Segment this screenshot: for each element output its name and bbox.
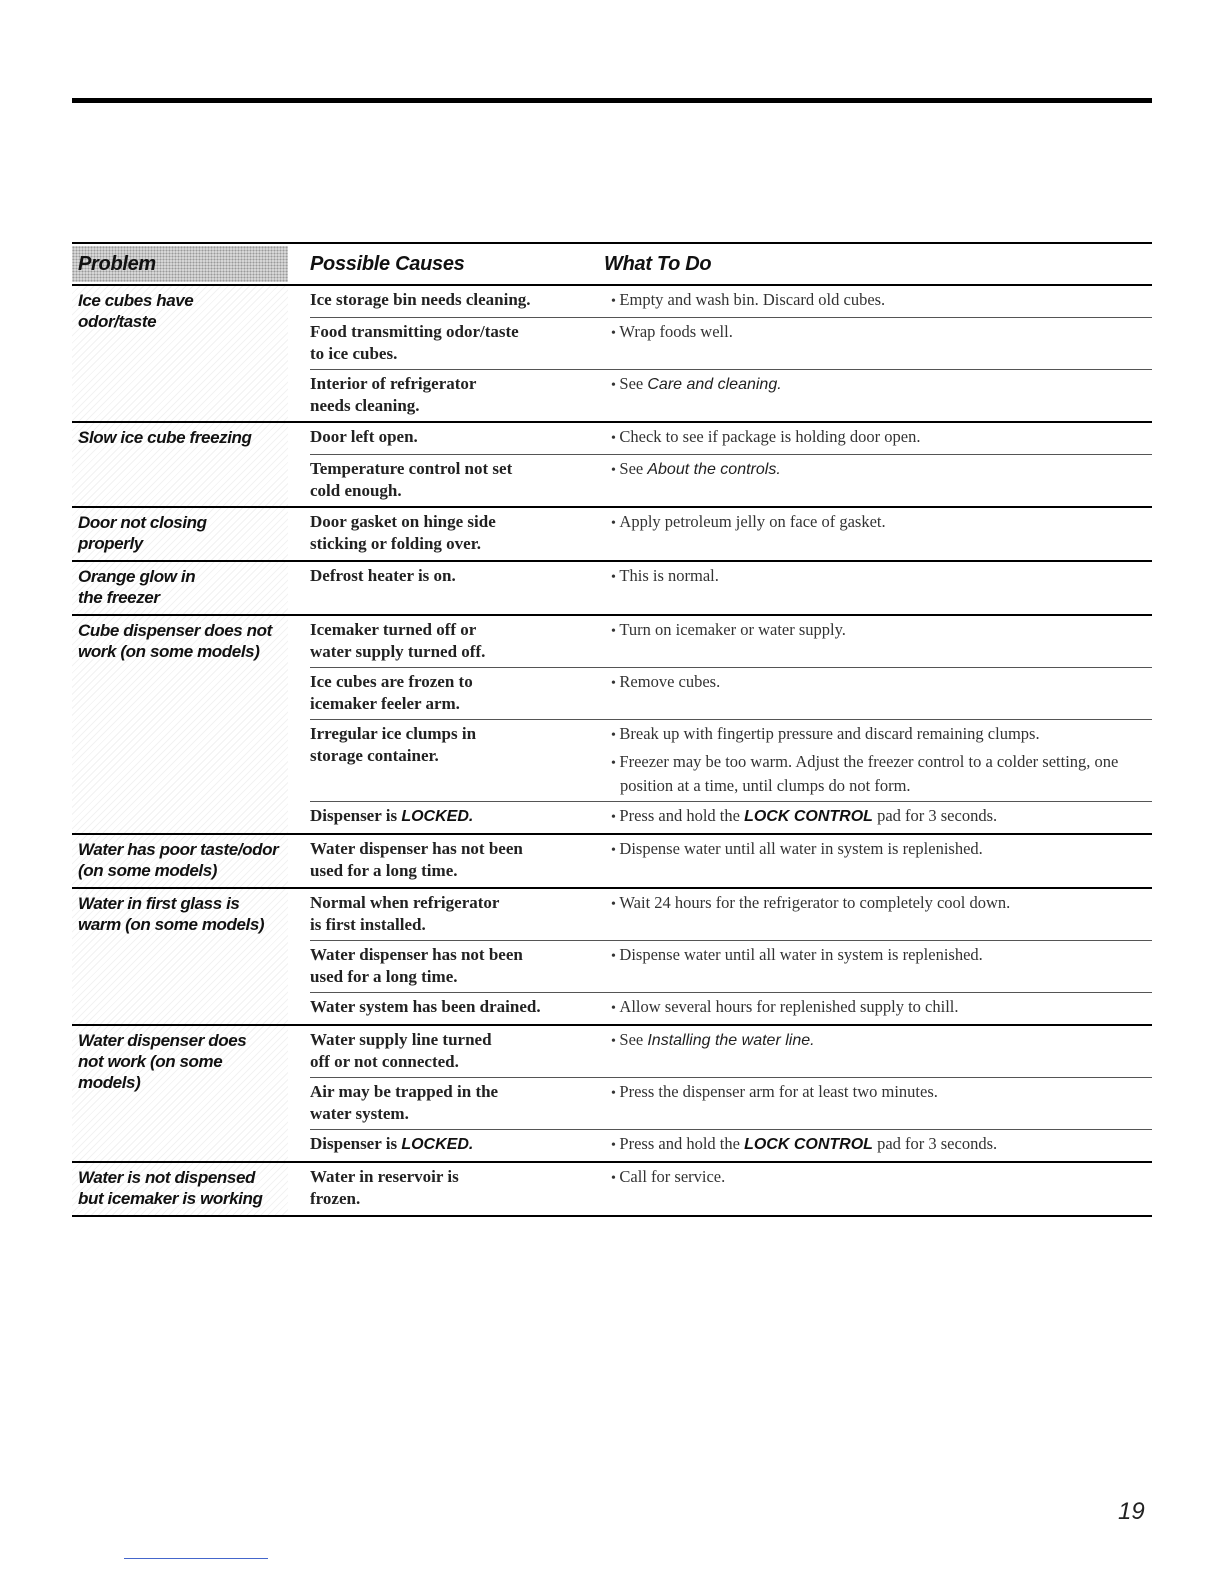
locked-emphasis: LOCKED. [401, 1136, 474, 1153]
bullet-icon: • [611, 1001, 620, 1016]
action-text: Remove cubes. [619, 672, 721, 691]
top-rule [72, 98, 1152, 103]
page-number: 19 [1118, 1498, 1145, 1525]
action-item [604, 751, 1152, 797]
what-to-do [604, 1166, 1152, 1210]
table-row [310, 835, 1152, 886]
possible-cause: Door left open. [310, 427, 418, 446]
action-text: Press and hold the [619, 806, 745, 825]
problem-cell [72, 616, 288, 833]
problem-label: Door not closing properly [78, 513, 207, 553]
bullet-icon: • [611, 431, 620, 446]
footer-line [124, 1558, 268, 1559]
cause-rows [310, 889, 1152, 1024]
action-text: Dispense water until all water in system is replenished. [619, 945, 983, 964]
problem-group [72, 286, 1152, 423]
table-row [310, 889, 1152, 940]
what-to-do [604, 426, 1152, 450]
cause-rows [310, 616, 1152, 833]
causes-header: Possible Causes [310, 252, 465, 275]
action-item [604, 458, 1152, 482]
bullet-icon: • [611, 756, 620, 771]
action-item [604, 1081, 1152, 1105]
cause-rows [310, 1026, 1152, 1161]
problem-group [72, 1026, 1152, 1163]
cause-rows [310, 423, 1152, 506]
action-item [604, 565, 1152, 589]
what-to-do [604, 838, 1152, 882]
what-to-do [604, 996, 1152, 1020]
action-text: Break up with fingertip pressure and discard remaining clumps. [619, 724, 1040, 743]
what-to-do [604, 944, 1152, 988]
table-row [310, 616, 1152, 667]
bullet-icon: • [611, 1034, 620, 1049]
table-row [310, 801, 1152, 833]
action-text: Freezer may be too warm. Adjust the freezer control to a colder setting, one position at a time, until clumps do not form. [619, 752, 1119, 795]
problem-group [72, 423, 1152, 508]
possible-cause: Normal when refrigerator is first installed. [310, 893, 500, 934]
what-to-do [604, 565, 1152, 589]
table-row [310, 719, 1152, 801]
bullet-icon: • [611, 326, 620, 341]
possible-cause: Food transmitting odor/taste to ice cubes. [310, 322, 519, 363]
cause-rows [310, 1163, 1152, 1215]
problem-group [72, 1163, 1152, 1217]
cause-rows [310, 562, 1152, 614]
table-row [310, 286, 1152, 317]
problem-label: Water dispenser does not work (on some models) [78, 1031, 247, 1092]
what-to-do [604, 1133, 1152, 1157]
possible-cause: Door gasket on hinge side sticking or folding over. [310, 512, 496, 553]
problem-cell [72, 889, 288, 1024]
action-item [604, 671, 1152, 695]
what-to-do [604, 289, 1152, 313]
bullet-icon: • [611, 570, 620, 585]
possible-cause: Interior of refrigerator needs cleaning. [310, 374, 477, 415]
problem-label: Water has poor taste/odor (on some models) [78, 840, 279, 880]
problem-cell [72, 508, 288, 560]
problem-label: Cube dispenser does not work (on some models) [78, 621, 272, 661]
problem-label: Ice cubes have odor/taste [78, 291, 194, 331]
action-text: pad for 3 seconds. [872, 806, 998, 825]
action-item [604, 892, 1152, 916]
table-row [310, 1026, 1152, 1077]
possible-cause: Water in reservoir is frozen. [310, 1167, 459, 1208]
table-row [310, 317, 1152, 369]
emphasis-text: LOCK CONTROL [744, 808, 873, 825]
problem-label: Slow ice cube freezing [78, 428, 252, 447]
possible-cause: Icemaker turned off or water supply turned off. [310, 620, 486, 661]
table-row [310, 508, 1152, 559]
problem-cell [72, 423, 288, 506]
possible-cause: Water supply line turned off or not connected. [310, 1030, 492, 1071]
problem-cell [72, 562, 288, 614]
what-to-do [604, 671, 1152, 715]
causes-header-cell [310, 253, 604, 276]
what-to-do [604, 723, 1152, 797]
problem-group [72, 616, 1152, 835]
problem-label: Water in first glass is warm (on some models) [78, 894, 265, 934]
problem-group [72, 835, 1152, 889]
problem-label: Orange glow in the freezer [78, 567, 196, 607]
table-row [310, 369, 1152, 421]
bullet-icon: • [611, 1138, 620, 1153]
action-item [604, 1029, 1152, 1053]
action-text: See [619, 459, 648, 478]
bullet-icon: • [611, 843, 620, 858]
problem-cell [72, 835, 288, 887]
action-text: Wrap foods well. [619, 322, 733, 341]
possible-cause: Ice cubes are frozen to icemaker feeler arm. [310, 672, 473, 713]
action-item [604, 723, 1152, 747]
problem-group [72, 562, 1152, 616]
possible-cause: Temperature control not set cold enough. [310, 459, 513, 500]
bullet-icon: • [611, 728, 620, 743]
what-to-do [604, 511, 1152, 555]
table-row [310, 1077, 1152, 1129]
possible-cause: Dispenser is LOCKED. [310, 806, 474, 825]
cause-rows [310, 508, 1152, 560]
what-to-do [604, 321, 1152, 365]
possible-cause: Water system has been drained. [310, 997, 541, 1016]
todo-header: What To Do [604, 252, 712, 275]
action-item [604, 1166, 1152, 1190]
bullet-icon: • [611, 897, 620, 912]
action-text: Call for service. [619, 1167, 726, 1186]
what-to-do [604, 1029, 1152, 1073]
action-item [604, 289, 1152, 313]
problem-header: Problem [78, 252, 156, 275]
possible-cause: Dispenser is LOCKED. [310, 1134, 474, 1153]
action-item [604, 944, 1152, 968]
possible-cause: Water dispenser has not been used for a long time. [310, 839, 523, 880]
bullet-icon: • [611, 676, 620, 691]
table-row [310, 1163, 1152, 1214]
table-row [310, 940, 1152, 992]
action-item [604, 426, 1152, 450]
table-header [72, 242, 1152, 286]
action-item [604, 805, 1152, 829]
table-row [310, 454, 1152, 506]
what-to-do [604, 619, 1152, 663]
bullet-icon: • [611, 624, 620, 639]
action-text: Check to see if package is holding door open. [619, 427, 921, 446]
problem-cell [72, 286, 288, 421]
action-text: Press and hold the [619, 1134, 745, 1153]
what-to-do [604, 458, 1152, 502]
possible-cause: Irregular ice clumps in storage container. [310, 724, 477, 765]
action-text: Press the dispenser arm for at least two minutes. [619, 1082, 938, 1101]
possible-cause: Water dispenser has not been used for a long time. [310, 945, 523, 986]
problem-group [72, 889, 1152, 1026]
action-item [604, 373, 1152, 397]
action-item [604, 619, 1152, 643]
action-text: Empty and wash bin. Discard old cubes. [619, 290, 886, 309]
table-row [310, 667, 1152, 719]
bullet-icon: • [611, 463, 620, 478]
problem-group [72, 508, 1152, 562]
what-to-do [604, 892, 1152, 936]
locked-emphasis: LOCKED. [401, 808, 474, 825]
action-text: See [619, 1030, 648, 1049]
action-text: Dispense water until all water in system is replenished. [619, 839, 983, 858]
action-text: Wait 24 hours for the refrigerator to completely cool down. [619, 893, 1011, 912]
what-to-do [604, 1081, 1152, 1125]
action-item [604, 838, 1152, 862]
bullet-icon: • [611, 516, 620, 531]
action-text: Turn on icemaker or water supply. [619, 620, 846, 639]
action-item [604, 511, 1152, 535]
bullet-icon: • [611, 294, 620, 309]
table-row [310, 1129, 1152, 1161]
todo-header-cell [604, 253, 1152, 276]
possible-cause: Defrost heater is on. [310, 566, 456, 585]
bullet-icon: • [611, 1171, 620, 1186]
what-to-do [604, 805, 1152, 829]
bullet-icon: • [611, 949, 620, 964]
cause-rows [310, 835, 1152, 887]
emphasis-text: Care and cleaning. [647, 376, 782, 393]
bullet-icon: • [611, 810, 620, 825]
action-item [604, 321, 1152, 345]
action-text: See [619, 374, 648, 393]
cause-rows [310, 286, 1152, 421]
action-text: This is normal. [619, 566, 719, 585]
bullet-icon: • [611, 378, 620, 393]
table-row [310, 562, 1152, 593]
troubleshooting-table [72, 242, 1152, 1217]
problem-header-cell [72, 246, 288, 282]
action-text: pad for 3 seconds. [872, 1134, 998, 1153]
action-item [604, 996, 1152, 1020]
action-item [604, 1133, 1152, 1157]
action-text: Apply petroleum jelly on face of gasket. [619, 512, 886, 531]
emphasis-text: Installing the water line. [647, 1032, 815, 1049]
table-row [310, 992, 1152, 1024]
emphasis-text: About the controls. [647, 461, 781, 478]
possible-cause: Air may be trapped in the water system. [310, 1082, 499, 1123]
problem-cell [72, 1026, 288, 1161]
possible-cause: Ice storage bin needs cleaning. [310, 290, 531, 309]
problem-groups [72, 286, 1152, 1217]
emphasis-text: LOCK CONTROL [744, 1136, 873, 1153]
action-text: Allow several hours for replenished supply to chill. [619, 997, 959, 1016]
problem-cell [72, 1163, 288, 1215]
problem-label: Water is not dispensed but icemaker is working [78, 1168, 263, 1208]
table-row [310, 423, 1152, 454]
bullet-icon: • [611, 1086, 620, 1101]
what-to-do [604, 373, 1152, 417]
